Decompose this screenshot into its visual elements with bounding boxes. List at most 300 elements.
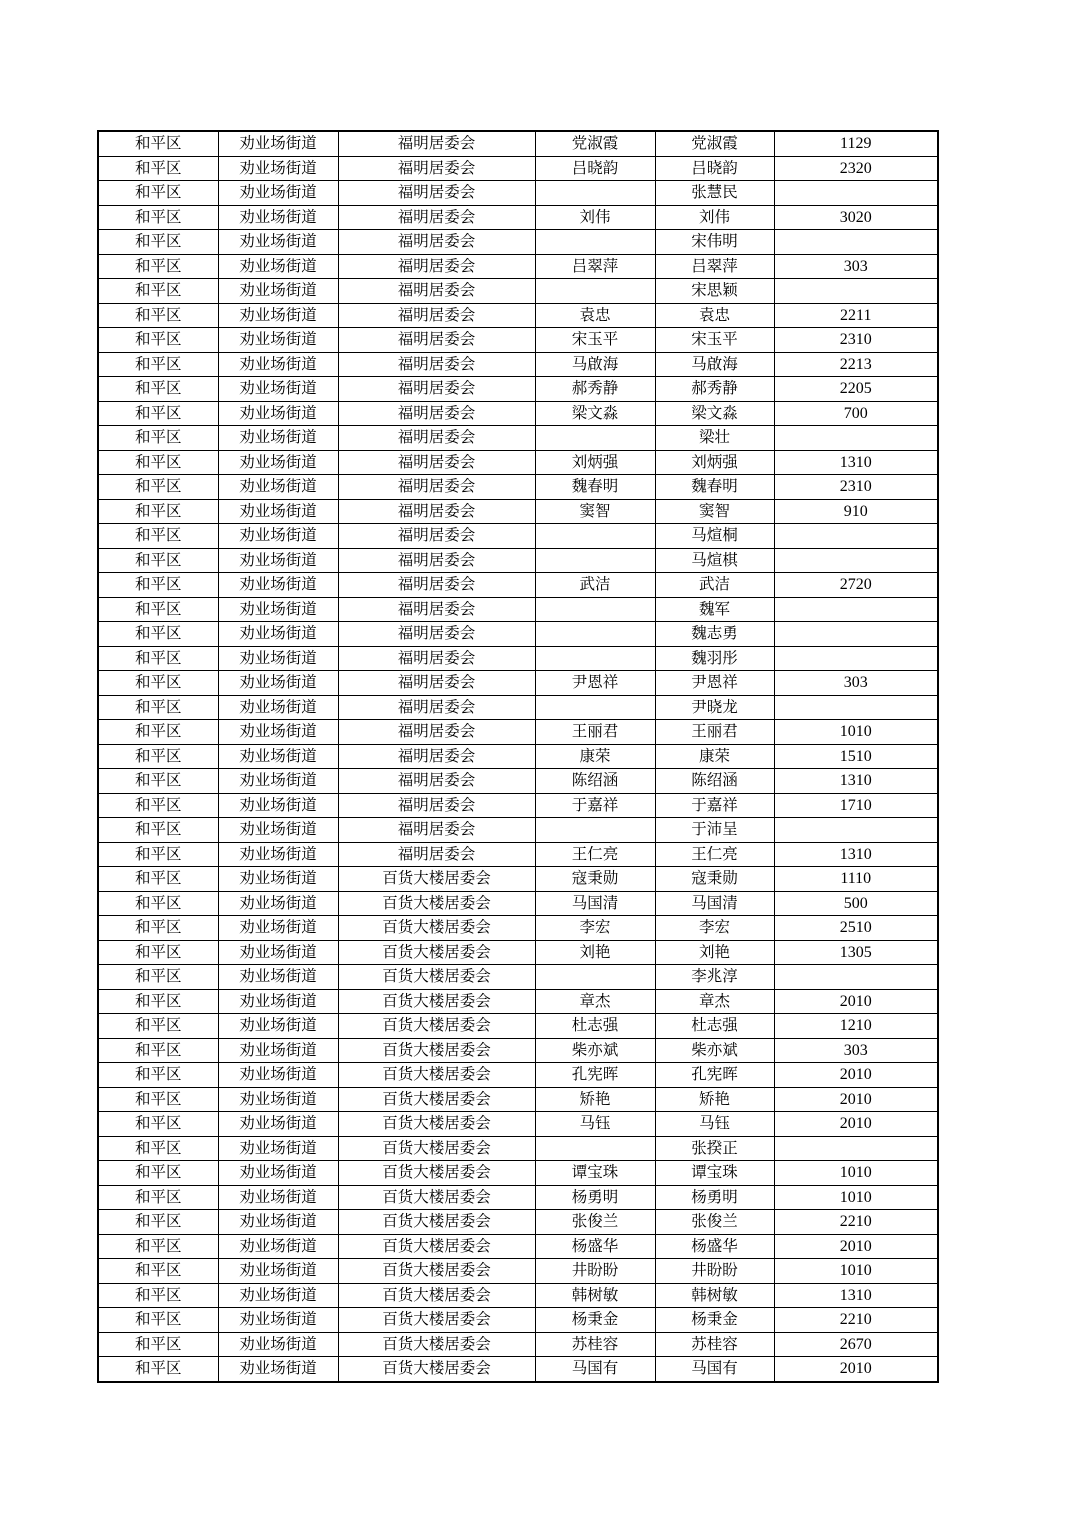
street-cell: 劝业场街道 [218, 671, 338, 696]
district-cell: 和平区 [98, 1038, 218, 1063]
amount-cell: 1510 [774, 744, 938, 769]
amount-cell: 2010 [774, 1112, 938, 1137]
member-name-cell: 谭宝珠 [655, 1161, 774, 1186]
table-row [98, 401, 938, 426]
head-name-cell: 苏桂容 [535, 1332, 655, 1357]
head-name-cell: 宋玉平 [535, 328, 655, 353]
amount-cell: 1210 [774, 1014, 938, 1039]
committee-cell: 福明居委会 [338, 426, 535, 451]
table-row [98, 769, 938, 794]
head-name-cell: 陈绍涵 [535, 769, 655, 794]
member-name-cell: 宋玉平 [655, 328, 774, 353]
member-name-cell: 党淑霞 [655, 131, 774, 156]
head-name-cell: 杜志强 [535, 1014, 655, 1039]
committee-cell: 百货大楼居委会 [338, 1038, 535, 1063]
district-cell: 和平区 [98, 156, 218, 181]
amount-cell: 2010 [774, 1063, 938, 1088]
table-row [98, 1308, 938, 1333]
head-name-cell: 马啟海 [535, 352, 655, 377]
table-row [98, 352, 938, 377]
member-name-cell: 李兆淳 [655, 965, 774, 990]
member-name-cell: 章杰 [655, 989, 774, 1014]
district-cell: 和平区 [98, 671, 218, 696]
head-name-cell: 杨盛华 [535, 1234, 655, 1259]
district-cell: 和平区 [98, 377, 218, 402]
table-row [98, 328, 938, 353]
district-cell: 和平区 [98, 548, 218, 573]
head-name-cell [535, 622, 655, 647]
committee-cell: 福明居委会 [338, 646, 535, 671]
amount-cell: 1129 [774, 131, 938, 156]
table-row [98, 940, 938, 965]
head-name-cell: 马国清 [535, 891, 655, 916]
street-cell: 劝业场街道 [218, 1283, 338, 1308]
head-name-cell: 马国有 [535, 1357, 655, 1382]
district-cell: 和平区 [98, 597, 218, 622]
district-cell: 和平区 [98, 1185, 218, 1210]
head-name-cell: 尹恩祥 [535, 671, 655, 696]
district-cell: 和平区 [98, 744, 218, 769]
amount-cell: 1010 [774, 1161, 938, 1186]
amount-cell: 700 [774, 401, 938, 426]
street-cell: 劝业场街道 [218, 793, 338, 818]
head-name-cell [535, 1136, 655, 1161]
head-name-cell: 谭宝珠 [535, 1161, 655, 1186]
member-name-cell: 杨勇明 [655, 1185, 774, 1210]
district-cell: 和平区 [98, 842, 218, 867]
table-row [98, 695, 938, 720]
street-cell: 劝业场街道 [218, 254, 338, 279]
head-name-cell [535, 818, 655, 843]
member-name-cell: 马国清 [655, 891, 774, 916]
committee-cell: 百货大楼居委会 [338, 1357, 535, 1382]
committee-cell: 福明居委会 [338, 279, 535, 304]
district-cell: 和平区 [98, 352, 218, 377]
street-cell: 劝业场街道 [218, 401, 338, 426]
committee-cell: 福明居委会 [338, 793, 535, 818]
amount-cell: 2310 [774, 475, 938, 500]
member-name-cell: 王仁亮 [655, 842, 774, 867]
street-cell: 劝业场街道 [218, 1332, 338, 1357]
member-name-cell: 马煊桐 [655, 524, 774, 549]
head-name-cell [535, 279, 655, 304]
district-cell: 和平区 [98, 1063, 218, 1088]
member-name-cell: 陈绍涵 [655, 769, 774, 794]
street-cell: 劝业场街道 [218, 1087, 338, 1112]
committee-cell: 福明居委会 [338, 254, 535, 279]
street-cell: 劝业场街道 [218, 597, 338, 622]
district-cell: 和平区 [98, 475, 218, 500]
head-name-cell [535, 524, 655, 549]
table-row [98, 205, 938, 230]
amount-cell [774, 818, 938, 843]
table-row [98, 1210, 938, 1235]
head-name-cell [535, 695, 655, 720]
member-name-cell: 杨秉金 [655, 1308, 774, 1333]
street-cell: 劝业场街道 [218, 230, 338, 255]
committee-cell: 百货大楼居委会 [338, 940, 535, 965]
head-name-cell: 王仁亮 [535, 842, 655, 867]
street-cell: 劝业场街道 [218, 1185, 338, 1210]
district-cell: 和平区 [98, 1357, 218, 1382]
amount-cell: 1010 [774, 1185, 938, 1210]
member-name-cell: 矫艳 [655, 1087, 774, 1112]
head-name-cell [535, 965, 655, 990]
amount-cell [774, 426, 938, 451]
amount-cell [774, 279, 938, 304]
street-cell: 劝业场街道 [218, 131, 338, 156]
district-cell: 和平区 [98, 695, 218, 720]
amount-cell: 3020 [774, 205, 938, 230]
committee-cell: 福明居委会 [338, 597, 535, 622]
head-name-cell [535, 548, 655, 573]
street-cell: 劝业场街道 [218, 352, 338, 377]
table-row [98, 181, 938, 206]
committee-cell: 福明居委会 [338, 573, 535, 598]
table-row [98, 1234, 938, 1259]
committee-cell: 百货大楼居委会 [338, 1063, 535, 1088]
district-cell: 和平区 [98, 769, 218, 794]
table-row [98, 916, 938, 941]
committee-cell: 福明居委会 [338, 401, 535, 426]
district-cell: 和平区 [98, 916, 218, 941]
amount-cell [774, 646, 938, 671]
member-name-cell: 韩树敏 [655, 1283, 774, 1308]
head-name-cell [535, 230, 655, 255]
amount-cell: 2510 [774, 916, 938, 941]
amount-cell: 2213 [774, 352, 938, 377]
street-cell: 劝业场街道 [218, 573, 338, 598]
amount-cell: 1310 [774, 1283, 938, 1308]
amount-cell: 2210 [774, 1210, 938, 1235]
head-name-cell: 孔宪晖 [535, 1063, 655, 1088]
member-name-cell: 王丽君 [655, 720, 774, 745]
member-name-cell: 井盼盼 [655, 1259, 774, 1284]
table-row [98, 499, 938, 524]
table-row [98, 1112, 938, 1137]
head-name-cell: 康荣 [535, 744, 655, 769]
district-cell: 和平区 [98, 1259, 218, 1284]
amount-cell: 2320 [774, 156, 938, 181]
district-cell: 和平区 [98, 1087, 218, 1112]
amount-cell: 303 [774, 254, 938, 279]
member-name-cell: 刘炳强 [655, 450, 774, 475]
committee-cell: 百货大楼居委会 [338, 1161, 535, 1186]
head-name-cell: 王丽君 [535, 720, 655, 745]
street-cell: 劝业场街道 [218, 867, 338, 892]
street-cell: 劝业场街道 [218, 1112, 338, 1137]
street-cell: 劝业场街道 [218, 426, 338, 451]
amount-cell: 303 [774, 671, 938, 696]
amount-cell: 500 [774, 891, 938, 916]
street-cell: 劝业场街道 [218, 328, 338, 353]
amount-cell [774, 965, 938, 990]
street-cell: 劝业场街道 [218, 1161, 338, 1186]
member-name-cell: 杜志强 [655, 1014, 774, 1039]
street-cell: 劝业场街道 [218, 156, 338, 181]
head-name-cell [535, 597, 655, 622]
committee-cell: 百货大楼居委会 [338, 867, 535, 892]
street-cell: 劝业场街道 [218, 965, 338, 990]
committee-cell: 百货大楼居委会 [338, 1283, 535, 1308]
table-row [98, 891, 938, 916]
table-row [98, 965, 938, 990]
street-cell: 劝业场街道 [218, 499, 338, 524]
member-name-cell: 张慧民 [655, 181, 774, 206]
table-row [98, 524, 938, 549]
district-cell: 和平区 [98, 793, 218, 818]
district-cell: 和平区 [98, 1234, 218, 1259]
member-name-cell: 孔宪晖 [655, 1063, 774, 1088]
head-name-cell: 井盼盼 [535, 1259, 655, 1284]
committee-cell: 福明居委会 [338, 720, 535, 745]
head-name-cell: 党淑霞 [535, 131, 655, 156]
table-row [98, 1259, 938, 1284]
street-cell: 劝业场街道 [218, 622, 338, 647]
district-cell: 和平区 [98, 401, 218, 426]
street-cell: 劝业场街道 [218, 303, 338, 328]
district-cell: 和平区 [98, 989, 218, 1014]
district-cell: 和平区 [98, 573, 218, 598]
street-cell: 劝业场街道 [218, 279, 338, 304]
table-row [98, 989, 938, 1014]
table-row [98, 377, 938, 402]
member-name-cell: 张俊兰 [655, 1210, 774, 1235]
street-cell: 劝业场街道 [218, 818, 338, 843]
member-name-cell: 于沛呈 [655, 818, 774, 843]
table-row [98, 1038, 938, 1063]
committee-cell: 百货大楼居委会 [338, 989, 535, 1014]
member-name-cell: 李宏 [655, 916, 774, 941]
street-cell: 劝业场街道 [218, 1259, 338, 1284]
district-cell: 和平区 [98, 1161, 218, 1186]
district-cell: 和平区 [98, 450, 218, 475]
member-name-cell: 苏桂容 [655, 1332, 774, 1357]
member-name-cell: 康荣 [655, 744, 774, 769]
district-cell: 和平区 [98, 1332, 218, 1357]
amount-cell: 2010 [774, 1234, 938, 1259]
member-name-cell: 郝秀静 [655, 377, 774, 402]
committee-cell: 百货大楼居委会 [338, 916, 535, 941]
amount-cell: 2210 [774, 1308, 938, 1333]
amount-cell: 1710 [774, 793, 938, 818]
amount-cell: 2205 [774, 377, 938, 402]
member-name-cell: 尹晓龙 [655, 695, 774, 720]
street-cell: 劝业场街道 [218, 744, 338, 769]
district-cell: 和平区 [98, 940, 218, 965]
records-table-body [98, 131, 938, 1382]
amount-cell: 1010 [774, 720, 938, 745]
table-row [98, 230, 938, 255]
committee-cell: 福明居委会 [338, 475, 535, 500]
committee-cell: 福明居委会 [338, 548, 535, 573]
committee-cell: 福明居委会 [338, 499, 535, 524]
member-name-cell: 宋思颖 [655, 279, 774, 304]
street-cell: 劝业场街道 [218, 646, 338, 671]
amount-cell: 2670 [774, 1332, 938, 1357]
street-cell: 劝业场街道 [218, 205, 338, 230]
district-cell: 和平区 [98, 867, 218, 892]
head-name-cell: 柴亦斌 [535, 1038, 655, 1063]
table-row [98, 744, 938, 769]
committee-cell: 福明居委会 [338, 450, 535, 475]
committee-cell: 福明居委会 [338, 156, 535, 181]
committee-cell: 百货大楼居委会 [338, 1014, 535, 1039]
table-row [98, 1063, 938, 1088]
head-name-cell: 魏春明 [535, 475, 655, 500]
committee-cell: 百货大楼居委会 [338, 891, 535, 916]
amount-cell: 2010 [774, 989, 938, 1014]
amount-cell: 2720 [774, 573, 938, 598]
street-cell: 劝业场街道 [218, 891, 338, 916]
committee-cell: 福明居委会 [338, 671, 535, 696]
district-cell: 和平区 [98, 1112, 218, 1137]
street-cell: 劝业场街道 [218, 548, 338, 573]
head-name-cell [535, 181, 655, 206]
head-name-cell: 于嘉祥 [535, 793, 655, 818]
street-cell: 劝业场街道 [218, 1063, 338, 1088]
head-name-cell: 吕晓韵 [535, 156, 655, 181]
street-cell: 劝业场街道 [218, 769, 338, 794]
street-cell: 劝业场街道 [218, 940, 338, 965]
member-name-cell: 吕翠萍 [655, 254, 774, 279]
district-cell: 和平区 [98, 328, 218, 353]
table-row [98, 842, 938, 867]
committee-cell: 百货大楼居委会 [338, 1259, 535, 1284]
street-cell: 劝业场街道 [218, 916, 338, 941]
district-cell: 和平区 [98, 1210, 218, 1235]
member-name-cell: 马钰 [655, 1112, 774, 1137]
table-row [98, 671, 938, 696]
amount-cell [774, 695, 938, 720]
district-cell: 和平区 [98, 254, 218, 279]
district-cell: 和平区 [98, 181, 218, 206]
district-cell: 和平区 [98, 205, 218, 230]
table-row [98, 1136, 938, 1161]
committee-cell: 福明居委会 [338, 352, 535, 377]
district-cell: 和平区 [98, 720, 218, 745]
amount-cell: 1310 [774, 842, 938, 867]
street-cell: 劝业场街道 [218, 450, 338, 475]
committee-cell: 福明居委会 [338, 303, 535, 328]
head-name-cell: 张俊兰 [535, 1210, 655, 1235]
head-name-cell: 窦智 [535, 499, 655, 524]
amount-cell [774, 1136, 938, 1161]
table-row [98, 156, 938, 181]
street-cell: 劝业场街道 [218, 695, 338, 720]
committee-cell: 福明居委会 [338, 377, 535, 402]
head-name-cell: 李宏 [535, 916, 655, 941]
head-name-cell: 袁忠 [535, 303, 655, 328]
street-cell: 劝业场街道 [218, 989, 338, 1014]
table-row [98, 303, 938, 328]
district-cell: 和平区 [98, 279, 218, 304]
member-name-cell: 窦智 [655, 499, 774, 524]
member-name-cell: 刘伟 [655, 205, 774, 230]
member-name-cell: 柴亦斌 [655, 1038, 774, 1063]
table-row [98, 450, 938, 475]
table-row [98, 646, 938, 671]
street-cell: 劝业场街道 [218, 1210, 338, 1235]
street-cell: 劝业场街道 [218, 181, 338, 206]
member-name-cell: 马煊棋 [655, 548, 774, 573]
table-row [98, 279, 938, 304]
committee-cell: 福明居委会 [338, 744, 535, 769]
street-cell: 劝业场街道 [218, 842, 338, 867]
head-name-cell: 杨秉金 [535, 1308, 655, 1333]
committee-cell: 百货大楼居委会 [338, 965, 535, 990]
head-name-cell: 矫艳 [535, 1087, 655, 1112]
table-row [98, 1161, 938, 1186]
street-cell: 劝业场街道 [218, 1136, 338, 1161]
table-row [98, 867, 938, 892]
table-row [98, 1087, 938, 1112]
member-name-cell: 魏羽彤 [655, 646, 774, 671]
member-name-cell: 寇秉勋 [655, 867, 774, 892]
amount-cell [774, 524, 938, 549]
district-cell: 和平区 [98, 303, 218, 328]
head-name-cell: 武洁 [535, 573, 655, 598]
member-name-cell: 杨盛华 [655, 1234, 774, 1259]
amount-cell: 2310 [774, 328, 938, 353]
amount-cell: 910 [774, 499, 938, 524]
district-cell: 和平区 [98, 499, 218, 524]
committee-cell: 百货大楼居委会 [338, 1112, 535, 1137]
member-name-cell: 于嘉祥 [655, 793, 774, 818]
head-name-cell: 刘伟 [535, 205, 655, 230]
committee-cell: 福明居委会 [338, 524, 535, 549]
table-row [98, 131, 938, 156]
member-name-cell: 魏军 [655, 597, 774, 622]
amount-cell: 1310 [774, 450, 938, 475]
table-row [98, 793, 938, 818]
head-name-cell: 梁文淼 [535, 401, 655, 426]
member-name-cell: 宋伟明 [655, 230, 774, 255]
member-name-cell: 刘艳 [655, 940, 774, 965]
amount-cell: 1305 [774, 940, 938, 965]
amount-cell: 2010 [774, 1357, 938, 1382]
district-cell: 和平区 [98, 818, 218, 843]
amount-cell: 1310 [774, 769, 938, 794]
committee-cell: 百货大楼居委会 [338, 1332, 535, 1357]
committee-cell: 百货大楼居委会 [338, 1185, 535, 1210]
district-cell: 和平区 [98, 131, 218, 156]
table-row [98, 1283, 938, 1308]
committee-cell: 福明居委会 [338, 818, 535, 843]
street-cell: 劝业场街道 [218, 1234, 338, 1259]
street-cell: 劝业场街道 [218, 524, 338, 549]
district-cell: 和平区 [98, 230, 218, 255]
street-cell: 劝业场街道 [218, 720, 338, 745]
head-name-cell: 吕翠萍 [535, 254, 655, 279]
member-name-cell: 张揆正 [655, 1136, 774, 1161]
member-name-cell: 梁壮 [655, 426, 774, 451]
committee-cell: 百货大楼居委会 [338, 1087, 535, 1112]
head-name-cell: 郝秀静 [535, 377, 655, 402]
amount-cell: 1110 [774, 867, 938, 892]
amount-cell: 303 [774, 1038, 938, 1063]
district-cell: 和平区 [98, 891, 218, 916]
head-name-cell: 章杰 [535, 989, 655, 1014]
committee-cell: 百货大楼居委会 [338, 1210, 535, 1235]
street-cell: 劝业场街道 [218, 1014, 338, 1039]
amount-cell [774, 230, 938, 255]
street-cell: 劝业场街道 [218, 1357, 338, 1382]
district-cell: 和平区 [98, 1308, 218, 1333]
street-cell: 劝业场街道 [218, 1038, 338, 1063]
table-row [98, 254, 938, 279]
table-row [98, 573, 938, 598]
